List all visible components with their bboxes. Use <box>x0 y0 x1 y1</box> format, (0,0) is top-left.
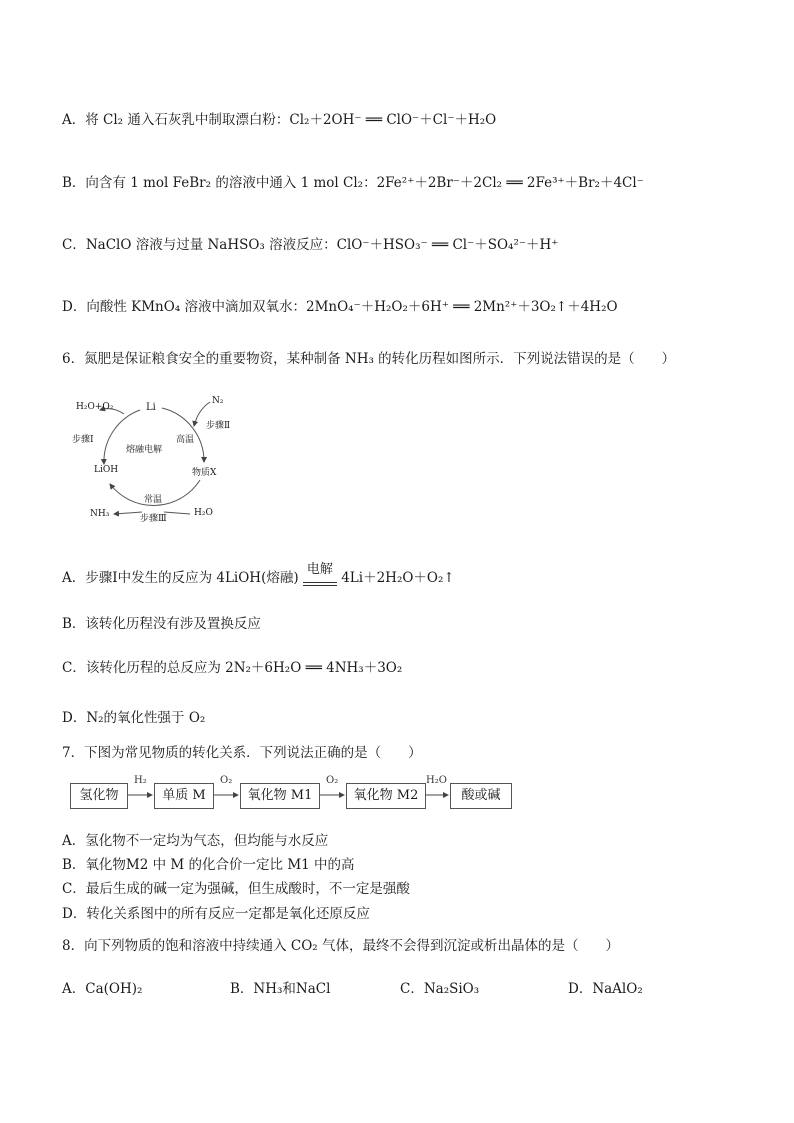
h2o-label: H₂O <box>194 508 213 518</box>
element-m-box: 单质 M <box>154 783 214 809</box>
o2-arrow-label-2: O₂ <box>326 775 339 786</box>
acid-or-base-box: 酸或碱 <box>450 783 512 809</box>
nh3-label: NH₃ <box>90 509 110 519</box>
q5-option-b: B．向含有 1 mol FeBr₂ 的溶液中通入 1 mol Cl₂：2Fe²⁺＋2Br⁻＋2Cl₂ ══ 2Fe³⁺＋Br₂＋4Cl⁻ <box>62 175 644 191</box>
n2-label: N₂ <box>212 396 224 406</box>
o2-arrow-label-1: O₂ <box>220 775 233 786</box>
condition-text: 电解 <box>306 562 333 577</box>
q7-option-b: B．氧化物M2 中 M 的化合价一定比 M1 中的高 <box>62 857 355 873</box>
q8-stem: 8．向下列物质的饱和溶液中持续通入 CO₂ 气体，最终不会得到沉淀或析出晶体的是（ ） <box>62 938 619 954</box>
q6-stem: 6．氮肥是保证粮食安全的重要物资，某种制备 NH₃ 的转化历程如图所示．下列说法错误的是（ ） <box>62 351 676 367</box>
nh3-cycle-diagram <box>72 392 252 522</box>
h2-arrow-label: H₂ <box>134 775 147 786</box>
li-label: Li <box>146 402 156 413</box>
hydride-box: 氢化物 <box>70 783 128 809</box>
room-temp-label: 常温 <box>144 495 163 505</box>
lioh-label: LiOH <box>94 465 119 475</box>
q7-stem: 7．下图为常见物质的转化关系．下列说法正确的是（ ） <box>62 745 422 761</box>
step2-label: 步骤Ⅱ <box>206 421 231 431</box>
q8-option-c: C．Na₂SiO₃ <box>400 981 480 997</box>
electrolysis-label: 熔融电解 <box>126 445 163 455</box>
electrolysis-condition <box>303 562 337 586</box>
step1-label: 步骤Ⅰ <box>72 435 94 445</box>
q5-option-a: A．将 Cl₂ 通入石灰乳中制取漂白粉：Cl₂＋2OH⁻ ══ ClO⁻＋Cl⁻＋H₂O <box>62 112 497 128</box>
q6-option-c: C．该转化历程的总反应为 2N₂＋6H₂O ══ 4NH₃＋3O₂ <box>62 660 403 676</box>
q8-option-a: A．Ca(OH)₂ <box>62 981 143 997</box>
q6-a-prefix: A．步骤Ⅰ中发生的反应为 4LiOH(熔融) <box>62 570 299 586</box>
q6-option-a <box>62 562 455 586</box>
q8-option-b: B．NH₃和NaCl <box>230 981 331 997</box>
q7-option-a: A．氢化物不一定均为气态，但均能与水反应 <box>62 833 329 849</box>
high-temp-label: 高温 <box>176 435 195 445</box>
step3-label: 步骤Ⅲ <box>140 514 167 524</box>
substance-x-label: 物质X <box>192 468 217 478</box>
h2o-arrow-label: H₂O <box>426 775 447 786</box>
q6-option-d: D．N₂的氧化性强于 O₂ <box>62 710 206 726</box>
transformation-chain <box>70 775 520 813</box>
q8-options <box>62 977 702 997</box>
q7-option-d: D．转化关系图中的所有反应一定都是氧化还原反应 <box>62 906 370 922</box>
oxide-m1-box: 氧化物 M1 <box>240 783 320 809</box>
q8-option-d: D．NaAlO₂ <box>568 981 643 997</box>
oxide-m2-box: 氧化物 M2 <box>346 783 426 809</box>
q6-a-suffix: 4Li＋2H₂O＋O₂↑ <box>341 570 455 586</box>
q7-option-c: C．最后生成的碱一定为强碱，但生成酸时，不一定是强酸 <box>62 881 410 897</box>
condition-equal-sign <box>303 582 337 586</box>
q5-option-c: C．NaClO 溶液与过量 NaHSO₃ 溶液反应：ClO⁻＋HSO₃⁻ ══ Cl⁻＋SO₄²⁻＋H⁺ <box>62 237 559 253</box>
q6-option-b: B．该转化历程没有涉及置换反应 <box>62 616 261 632</box>
h2o-o2-label: H₂O+O₂ <box>76 402 114 412</box>
q5-option-d: D．向酸性 KMnO₄ 溶液中滴加双氧水：2MnO₄⁻＋H₂O₂＋6H⁺ ══ 2Mn²⁺＋3O₂↑＋4H₂O <box>62 299 618 315</box>
